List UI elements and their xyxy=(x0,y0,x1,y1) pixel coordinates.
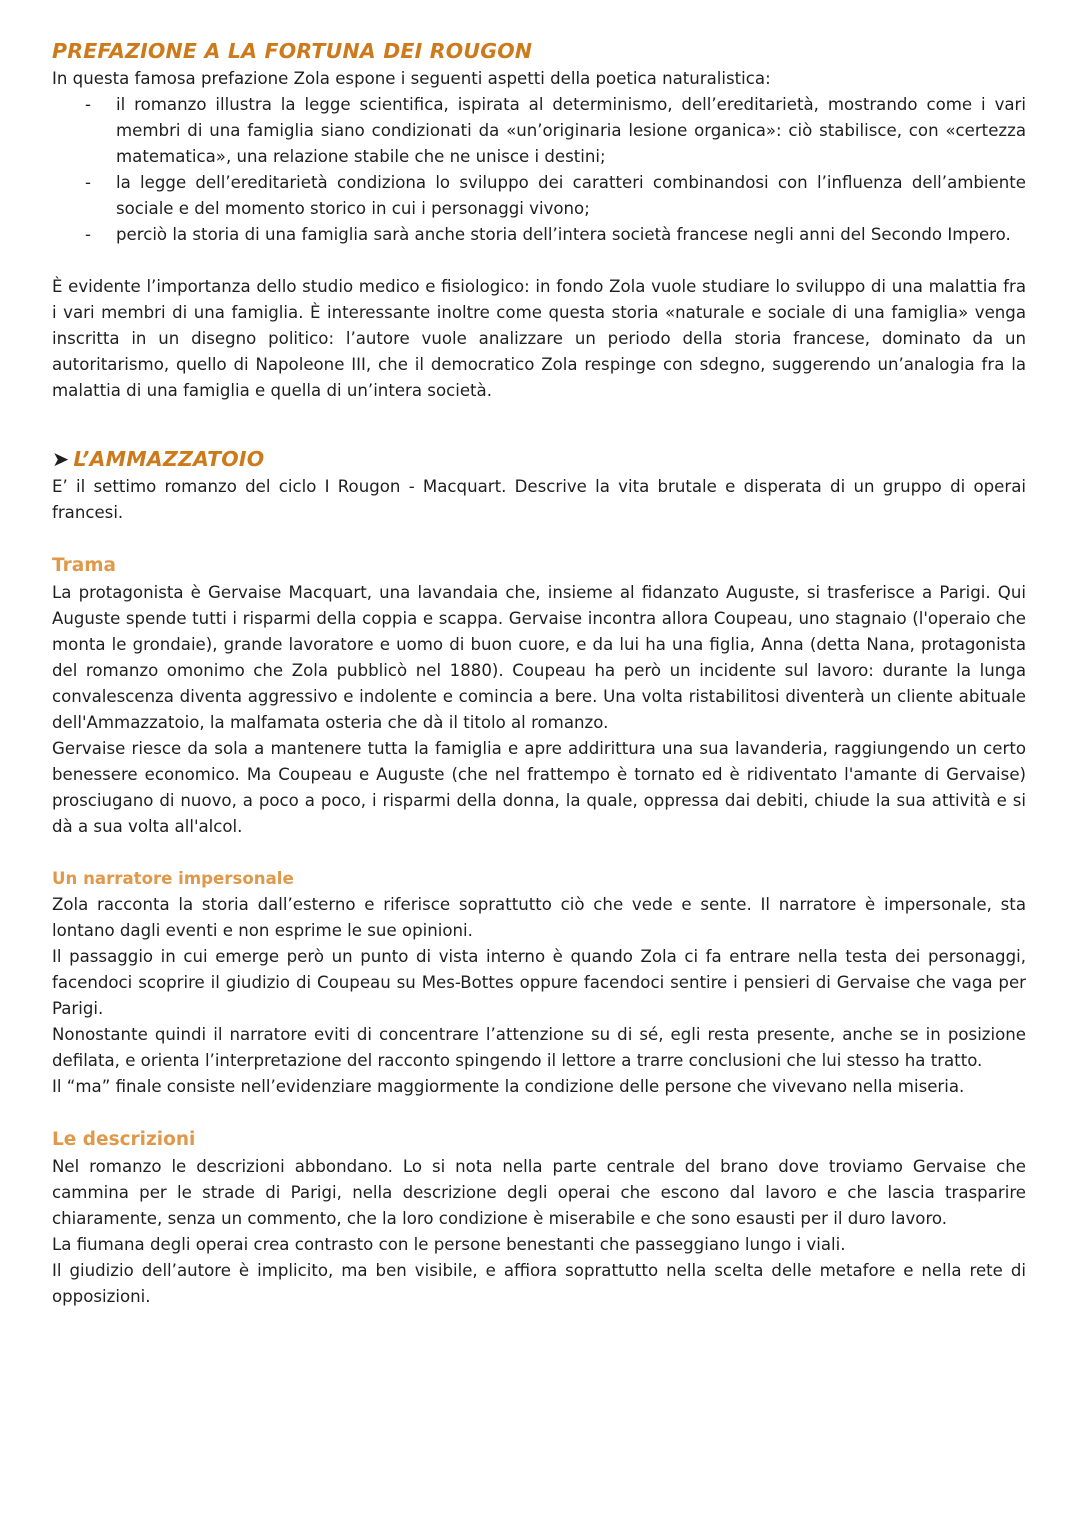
narratore-paragraph-2: Il passaggio in cui emerge però un punto di vista interno è quando Zola ci fa entrare nella testa dei personaggi, facendoci scoprire il giudizio di Coupeau su Mes-Bottes oppure facendoci sentire i pensieri di Gervaise che vaga per Parigi. xyxy=(52,947,1026,1018)
section-title-prefazione: PREFAZIONE A LA FORTUNA DEI ROUGON xyxy=(52,39,533,63)
narratore-paragraph-4: Il “ma” finale consiste nell’evidenziare maggiormente la condizione delle persone che vivevano nella miseria. xyxy=(52,1077,965,1096)
spacer xyxy=(52,404,1026,444)
heading-descrizioni: Le descrizioni xyxy=(52,1129,196,1150)
document-page xyxy=(52,36,1026,1310)
spacer xyxy=(52,840,1026,866)
descrizioni-paragraph-1: Nel romanzo le descrizioni abbondano. Lo si nota nella parte centrale del brano dove troviamo Gervaise che cammina per le strade di Parigi, nella descrizione degli operai che escono dal lavoro e che lascia trasparire chiaramente, senza un commento, che la loro condizione è miserabile e che sono esausti per il duro lavoro. xyxy=(52,1157,1026,1228)
section-title-text: L’AMMAZZATOIO xyxy=(73,447,265,471)
prefazione-paragraph: È evidente l’importanza dello studio medico e fisiologico: in fondo Zola vuole studiare lo sviluppo di una malattia fra i vari membri di una famiglia. È interessante inoltre come questa storia «naturale e sociale di una famiglia» venga inscritta in un disegno politico: l’autore vuole analizzare un periodo della storia francese, dominato da un autoritarismo, quello di Napoleone III, che il democratico Zola respinge con sdegno, suggerendo un’analogia fra la malattia di una famiglia e quella di un’intera società. xyxy=(52,277,1026,400)
ammazzatoio-intro: E’ il settimo romanzo del ciclo I Rougon - Macquart. Descrive la vita brutale e disperata di un gruppo di operai francesi. xyxy=(52,477,1026,522)
descrizioni-paragraph-2: La fiumana degli operai crea contrasto con le persone benestanti che passeggiano lungo i viali. xyxy=(52,1235,846,1254)
arrow-icon: ➤ xyxy=(52,447,70,471)
list-item: - la legge dell’ereditarietà condiziona lo sviluppo dei caratteri combinandosi con l’influenza dell’ambiente sociale e del momento storico in cui i personaggi vivono; xyxy=(52,170,1026,222)
list-item: - il romanzo illustra la legge scientifica, ispirata al determinismo, dell’ereditarietà, mostrando come i vari membri di una famiglia siano condizionati da «un’originaria lesione organica»: ciò stabilisce, con «certezza matematica», una relazione stabile che ne unisce i destini; xyxy=(52,92,1026,170)
heading-narratore: Un narratore impersonale xyxy=(52,869,294,888)
trama-paragraph-1: La protagonista è Gervaise Macquart, una lavandaia che, insieme al fidanzato Auguste, si trasferisce a Parigi. Qui Auguste spende tutti i risparmi della coppia e scappa. Gervaise incontra allora Coupeau, uno stagnaio (l'operaio che monta le grondaie), grande lavoratore e uomo di buon cuore, e da lui ha una figlia, Anna (detta Nana, protagonista del romanzo omonimo che Zola pubblicò nel 1880). Coupeau ha però un incidente sul lavoro: durante la lunga convalescenza diventa aggressivo e indolente e comincia a bere. Una volta ristabilitosi diventerà un cliente abituale dell'Ammazzatoio, la malfamata osteria che dà il titolo al romanzo. xyxy=(52,583,1026,732)
list-item: - perciò la storia di una famiglia sarà anche storia dell’intera società francese negli anni del Secondo Impero. xyxy=(52,222,1026,248)
section-title-ammazzatoio xyxy=(52,444,1026,474)
spacer xyxy=(52,1100,1026,1126)
narratore-paragraph-1: Zola racconta la storia dall’esterno e riferisce soprattutto ciò che vede e sente. Il narratore è impersonale, sta lontano dagli eventi e non esprime le sue opinioni. xyxy=(52,895,1026,940)
descrizioni-paragraph-3: Il giudizio dell’autore è implicito, ma ben visibile, e affiora soprattutto nella scelta delle metafore e nella rete di opposizioni. xyxy=(52,1261,1026,1306)
prefazione-bullet-list xyxy=(52,92,1026,248)
spacer xyxy=(52,526,1026,552)
prefazione-intro: In questa famosa prefazione Zola espone i seguenti aspetti della poetica naturalistica: xyxy=(52,69,771,88)
heading-trama: Trama xyxy=(52,555,116,576)
spacer xyxy=(52,248,1026,274)
narratore-paragraph-3: Nonostante quindi il narratore eviti di concentrare l’attenzione su di sé, egli resta presente, anche se in posizione defilata, e orienta l’interpretazione del racconto spingendo il lettore a trarre conclusioni che lui stesso ha tratto. xyxy=(52,1025,1026,1070)
trama-paragraph-2: Gervaise riesce da sola a mantenere tutta la famiglia e apre addirittura una sua lavanderia, raggiungendo un certo benessere economico. Ma Coupeau e Auguste (che nel frattempo è tornato ed è ridiventato l'amante di Gervaise) prosciugano di nuovo, a poco a poco, i risparmi della donna, la quale, oppressa dai debiti, chiude la sua attività e si dà a sua volta all'alcol. xyxy=(52,739,1026,836)
